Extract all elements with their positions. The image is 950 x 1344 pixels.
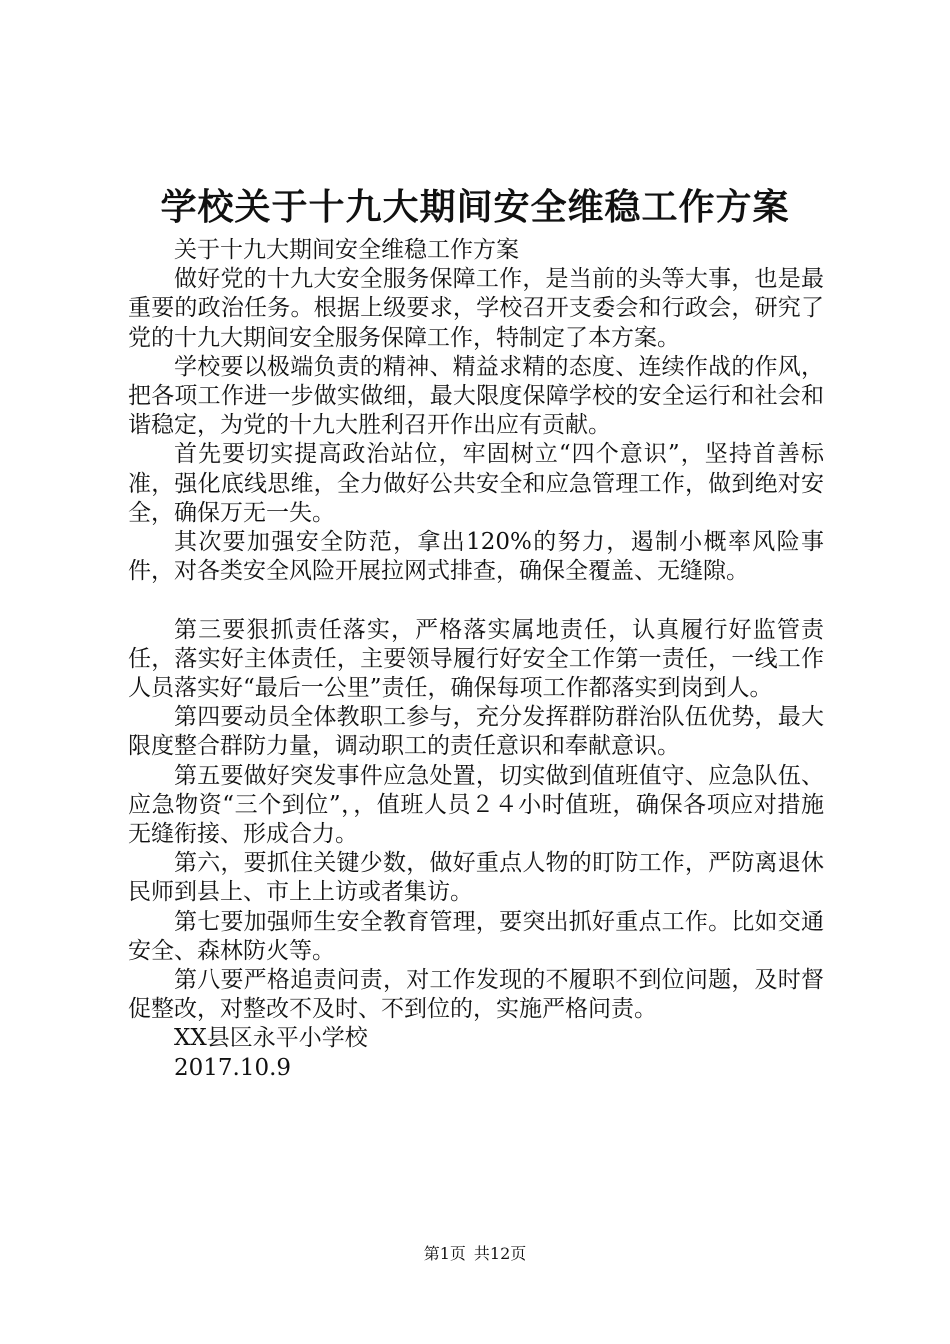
page-number: 第1页: [423, 1244, 466, 1263]
body-paragraph: 第八要严格追责问责，对工作发现的不履职不到位问题，及时督促整改，对整改不及时、不到位的，实施严格问责。: [128, 967, 824, 1023]
body-paragraph: 第五要做好突发事件应急处置，切实做到值班值守、应急队伍、应急物资“三个到位”，，值班人员２４小时值班，确保各项应对措施无缝衔接、形成合力。: [128, 762, 824, 848]
date-line: 2017.10.9: [174, 1054, 292, 1081]
body-paragraph: 首先要切实提高政治站位，牢固树立“四个意识”，坚持首善标准，强化底线思维，全力做好公共安全和应急管理工作，做到绝对安全，确保万无一失。: [128, 441, 824, 526]
body-paragraph: 其次要加强安全防范，拿出120%的努力，遏制小概率风险事件，对各类安全风险开展拉网式排查，确保全覆盖、无缝隙。: [128, 529, 824, 585]
subtitle-paragraph: 关于十九大期间安全维稳工作方案: [174, 237, 519, 263]
document-body: [128, 236, 824, 1083]
document-title: 学校关于十九大期间安全维稳工作方案: [160, 186, 790, 228]
body-paragraph: 第七要加强师生安全教育管理，要突出抓好重点工作。比如交通安全、森林防火等。: [128, 908, 824, 964]
body-paragraph: 第六，要抓住关键少数，做好重点人物的盯防工作，严防离退休民师到县上、市上上访或者集访。: [128, 850, 824, 906]
page-total: 共12页: [473, 1244, 527, 1263]
body-paragraph: 学校要以极端负责的精神、精益求精的态度、连续作战的作风，把各项工作进一步做实做细，最大限度保障学校的安全运行和社会和谐稳定，为党的十九大胜利召开作出应有贡献。: [128, 353, 824, 439]
body-paragraph: 第三要狠抓责任落实，严格落实属地责任，认真履行好监管责任，落实好主体责任，主要领导履行好安全工作第一责任，一线工作人员落实好“最后一公里”责任，确保每项工作都落实到岗到人。: [128, 616, 824, 702]
body-paragraph: 第四要动员全体教职工参与，充分发挥群防群治队伍优势，最大限度整合群防力量，调动职工的责任意识和奉献意识。: [128, 704, 824, 760]
paragraph-spacer: [128, 586, 824, 615]
body-paragraph: 做好党的十九大安全服务保障工作，是当前的头等大事，也是最重要的政治任务。根据上级要求，学校召开支委会和行政会，研究了党的十九大期间安全服务保障工作，特制定了本方案。: [128, 266, 824, 351]
signature-line: XX县区永平小学校: [174, 1025, 368, 1052]
page-footer: [0, 1243, 950, 1265]
